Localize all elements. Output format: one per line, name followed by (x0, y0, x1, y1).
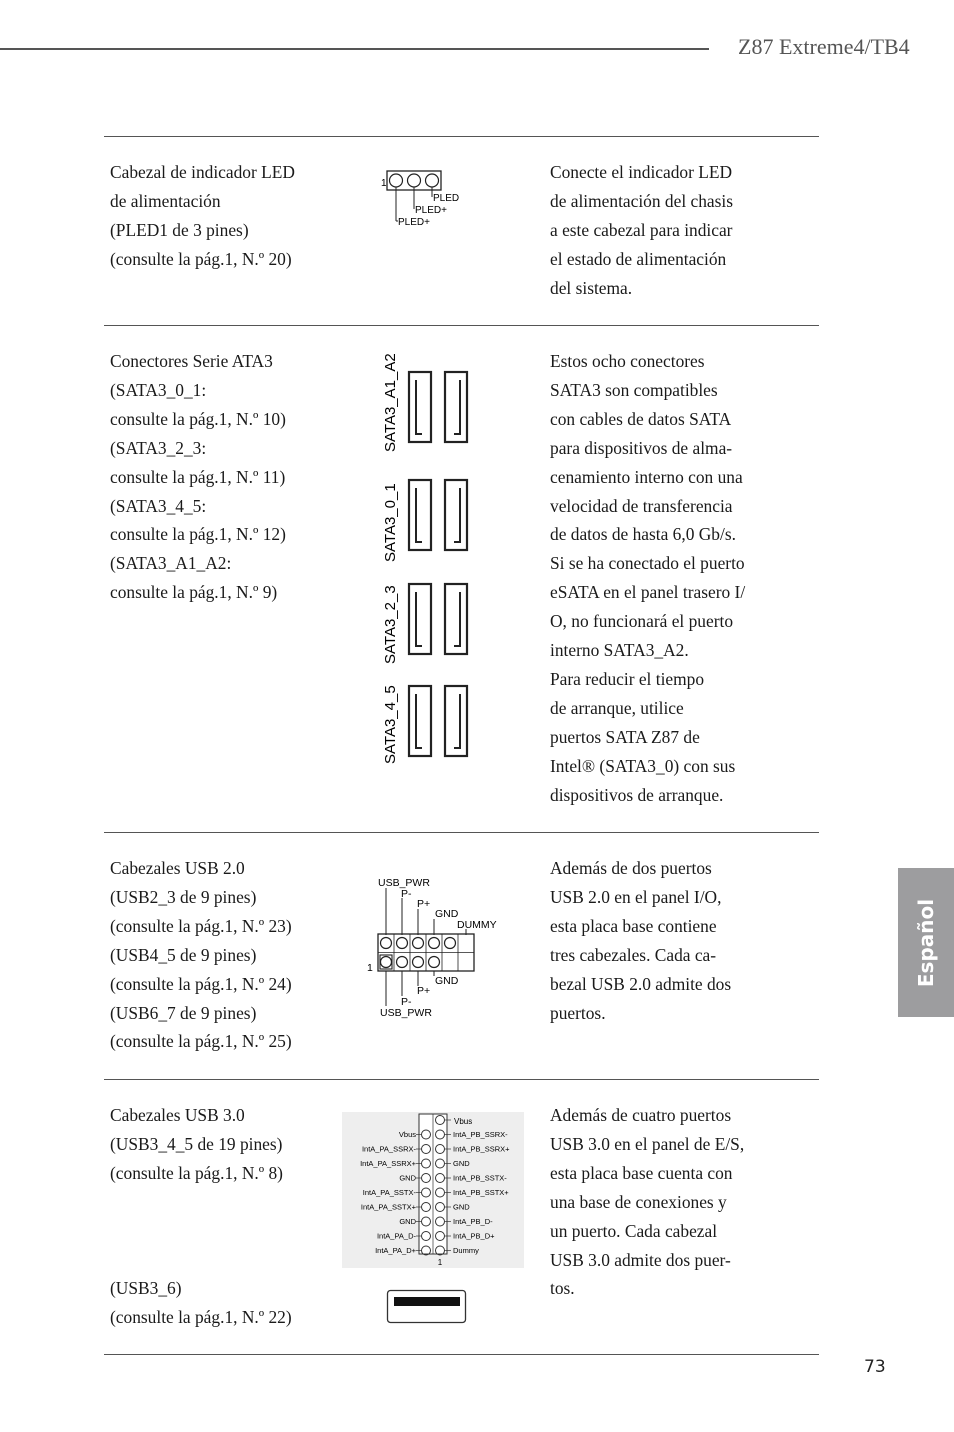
row-divider (104, 325, 819, 326)
text-line: una base de conexiones y (550, 1191, 727, 1212)
text-line: Si se ha conectado el puerto (550, 553, 745, 574)
pled-label: PLED (433, 193, 460, 204)
sata-notes (550, 347, 745, 810)
text-line: consulte la pág.1, N.º 9) (110, 582, 278, 603)
p-plus-label: P+ (417, 985, 431, 997)
text-line: para dispositivos de alma- (550, 437, 733, 458)
sata-port (445, 480, 467, 550)
dummy-label: DUMMY (457, 919, 497, 931)
sata-port-key (416, 694, 422, 748)
pin-hole (397, 938, 408, 949)
p-plus-label: P+ (417, 898, 431, 910)
pin-hole (445, 938, 456, 949)
usb3-port-diagram (386, 1289, 468, 1325)
text-line: (consulte la pág.1, N.º 8) (110, 1162, 283, 1183)
text-line: esta placa base contiene (550, 915, 717, 936)
pin-hole (429, 938, 440, 949)
pin-label: IntA_PB_D+ (453, 1231, 495, 1241)
text-line: (consulte la pág.1, N.º 25) (110, 1031, 292, 1052)
text-line: puertos SATA Z87 de (550, 726, 700, 747)
text-line: de alimentación del chasis (550, 190, 734, 211)
text-line: Cabezales USB 2.0 (110, 858, 245, 878)
p-minus-label: P- (401, 996, 412, 1008)
text-line: puertos. (550, 1002, 606, 1023)
text-line: a este cabezal para indicar (550, 219, 733, 240)
pin-label: IntA_PA_SSRX- (361, 1144, 416, 1154)
text-line: Además de cuatro puertos (550, 1105, 732, 1125)
text-line: interno SATA3_A2. (550, 640, 689, 661)
row-divider (104, 1079, 819, 1080)
pin-label: IntA_PB_SSRX- (453, 1130, 508, 1139)
sata-port (445, 686, 467, 756)
text-line: consulte la pág.1, N.º 11) (110, 466, 286, 487)
text-line: dispositivos de arranque. (550, 784, 724, 805)
pin-label: IntA_PB_D- (453, 1217, 493, 1226)
sata-port (409, 584, 431, 654)
text-line: USB 3.0 en el panel de E/S, (550, 1133, 745, 1154)
text-line: (USB4_5 de 9 pines) (110, 944, 257, 965)
usb-pwr-label: USB_PWR (380, 1007, 432, 1019)
text-line: (consulte la pág.1, N.º 23) (110, 915, 292, 936)
text-line: O, no funcionará el puerto (550, 611, 734, 632)
usb-pwr-label: USB_PWR (378, 877, 430, 889)
text-line: consulte la pág.1, N.º 12) (110, 524, 286, 545)
pin-label: IntA_PA_SSTX- (362, 1188, 416, 1197)
row-divider (104, 136, 819, 137)
text-line: velocidad de transferencia (550, 495, 733, 516)
text-line: de datos de hasta 6,0 Gb/s. (550, 524, 736, 545)
pin1-label: 1 (381, 178, 387, 189)
pled-notes (550, 158, 733, 303)
text-line: (USB3_4_5 de 19 pines) (110, 1133, 283, 1154)
sata-connectors-diagram (372, 352, 482, 772)
text-line: (SATA3_0_1: (110, 379, 207, 400)
pin-label: IntA_PA_D+ (375, 1246, 416, 1255)
pin-label: IntA_PB_SSRX+ (453, 1144, 510, 1154)
text-line: con cables de datos SATA (550, 408, 732, 429)
text-line: (SATA3_4_5: (110, 495, 207, 516)
text-line: (consulte la pág.1, N.º 24) (110, 973, 292, 994)
sata-0-1-label: SATA3_0_1 (382, 483, 399, 562)
text-line: cenamiento interno con una (550, 466, 743, 487)
language-tab-label: Español (914, 898, 938, 987)
text-line: tos. (550, 1278, 575, 1299)
text-line: (PLED1 de 3 pines) (110, 219, 249, 240)
text-line: Intel® (SATA3_0) con sus (550, 755, 736, 776)
pin-label: GND (453, 1159, 470, 1168)
text-line: Para reducir el tiempo (550, 668, 705, 689)
pin-hole (381, 957, 392, 968)
row-divider (104, 1354, 819, 1355)
text-line: Cabezal de indicador LED (110, 162, 295, 182)
text-line: (USB3_6) (110, 1278, 182, 1298)
language-tab (898, 868, 954, 1017)
text-line: USB 3.0 admite dos puer- (550, 1249, 731, 1270)
text-line: Conectores Serie ATA3 (110, 351, 273, 371)
text-line: (USB6_7 de 9 pines) (110, 1002, 257, 1023)
sata-port (409, 686, 431, 756)
pled-plus-label: PLED+ (415, 205, 447, 216)
pin-label: Vbus (398, 1130, 416, 1139)
sata-port (445, 584, 467, 654)
sata-4-5-label: SATA3_4_5 (382, 685, 399, 764)
pin-label: IntA_PB_SSTX+ (453, 1188, 509, 1197)
text-line: un puerto. Cada cabezal (550, 1220, 718, 1241)
pin-hole (413, 957, 424, 968)
pin-label: GND (399, 1217, 416, 1226)
pin-hole (429, 957, 440, 968)
vbus-label: Vbus (454, 1117, 473, 1126)
sata-port-key (416, 592, 422, 646)
p-minus-label: P- (401, 888, 412, 900)
text-line: tres cabezales. Cada ca- (550, 944, 717, 965)
model-title: Z87 Extreme4/TB4 (738, 34, 910, 59)
pin-label: IntA_PA_SSRX+ (360, 1159, 416, 1168)
usb3-description (110, 1101, 283, 1188)
usb3-notes (550, 1101, 744, 1303)
pled-description (110, 158, 295, 274)
text-line: eSATA en el panel trasero I/ (550, 582, 746, 603)
sata-port-key (454, 694, 460, 748)
pin-hole (413, 938, 424, 949)
sata-port (409, 372, 431, 442)
text-line: (USB2_3 de 9 pines) (110, 886, 257, 907)
pled-header-diagram (376, 166, 476, 230)
sata-port-key (416, 488, 422, 542)
text-line: bezal USB 2.0 admite dos (550, 973, 732, 994)
usb3-header-diagram (342, 1112, 524, 1268)
pin-label: GND (399, 1173, 416, 1183)
sata-description (110, 347, 286, 607)
text-line: esta placa base cuenta con (550, 1162, 733, 1183)
text-line: del sistema. (550, 277, 633, 298)
text-line: (consulte la pág.1, N.º 20) (110, 248, 292, 269)
text-line: (consulte la pág.1, N.º 22) (110, 1306, 292, 1327)
sata-port-key (454, 380, 460, 434)
pin-label: IntA_PB_SSTX- (453, 1173, 507, 1183)
text-line: de arranque, utilice (550, 697, 684, 718)
usb3-6-description (110, 1274, 292, 1332)
text-line: USB 2.0 en el panel I/O, (550, 886, 722, 907)
sata-port-key (454, 592, 460, 646)
text-line: SATA3 son compatibles (550, 379, 718, 400)
header-rule (0, 48, 709, 50)
sata-a1-a2-label: SATA3_A1_A2 (382, 353, 399, 452)
sata-2-3-label: SATA3_2_3 (382, 585, 399, 664)
pin-label: Dummy (453, 1246, 479, 1255)
text-line: Conecte el indicador LED (550, 162, 733, 182)
usb2-notes (550, 854, 731, 1027)
gnd-label: GND (435, 975, 459, 987)
usb2-description (110, 854, 292, 1056)
pin1-label: 1 (367, 962, 373, 974)
text-line: de alimentación (110, 190, 221, 211)
pin-hole (397, 957, 408, 968)
text-line: consulte la pág.1, N.º 10) (110, 408, 286, 429)
gnd-label: GND (435, 908, 459, 920)
pin-label: IntA_PA_SSTX+ (360, 1202, 416, 1212)
pin1-label: 1 (437, 1258, 443, 1267)
text-line: Además de dos puertos (550, 858, 712, 878)
text-line: Estos ocho conectores (550, 351, 705, 371)
sata-port (445, 372, 467, 442)
usb2-header-diagram (362, 872, 512, 1022)
text-line: (SATA3_2_3: (110, 437, 207, 458)
pin-label: GND (453, 1202, 470, 1212)
sata-port (409, 480, 431, 550)
pin-hole (381, 938, 392, 949)
page-number: 73 (864, 1357, 886, 1377)
text-line: el estado de alimentación (550, 248, 727, 269)
sata-port-key (454, 488, 460, 542)
row-divider (104, 832, 819, 833)
text-line: (SATA3_A1_A2: (110, 553, 232, 574)
pled-plus-label: PLED+ (398, 217, 430, 228)
sata-port-key (416, 380, 422, 434)
text-line: Cabezales USB 3.0 (110, 1105, 245, 1125)
pin-label: IntA_PA_D- (376, 1231, 416, 1241)
